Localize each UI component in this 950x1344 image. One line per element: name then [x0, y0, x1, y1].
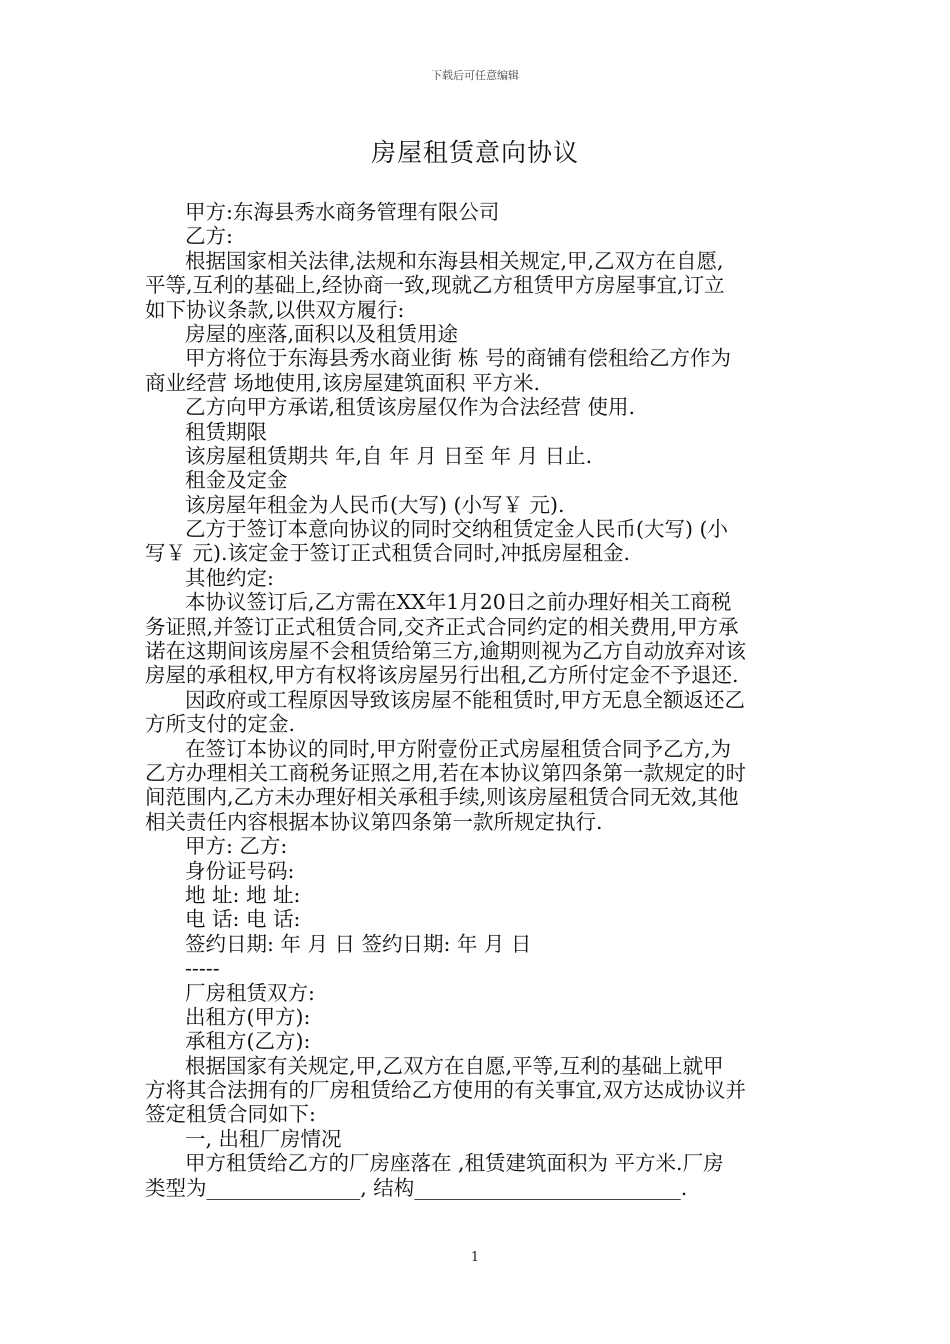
body-line: 类型为_______________, 结构__________________________. — [145, 1175, 688, 1200]
body-line: 该房屋年租金为人民币(大写) (小写￥ 元). — [185, 492, 565, 517]
body-line: 其他约定: — [185, 565, 274, 590]
body-line: 承租方(乙方): — [185, 1029, 311, 1054]
body-line: 甲方租赁给乙方的厂房座落在 ,租赁建筑面积为 平方米.厂房 — [185, 1151, 724, 1176]
page-number: 1 — [470, 1250, 480, 1265]
body-line: 根据国家相关法律,法规和东海县相关规定,甲,乙双方在自愿, — [185, 248, 724, 273]
body-line: 房屋的座落,面积以及租赁用途 — [185, 321, 459, 346]
body-line: 租金及定金 — [185, 468, 288, 493]
body-line: 因政府或工程原因导致该房屋不能租赁时,甲方无息全额返还乙 — [185, 687, 746, 712]
signature-line-id: 身份证号码: — [185, 858, 295, 883]
header-note: 下载后可任意编辑 — [431, 69, 519, 82]
section-heading: 一, 出租厂房情况 — [185, 1126, 342, 1151]
body-line: 根据国家有关规定,甲,乙双方在自愿,平等,互利的基础上就甲 — [185, 1053, 724, 1078]
section-divider: ----- — [185, 956, 220, 981]
body-line: 租赁期限 — [185, 419, 267, 444]
body-line: 该房屋租赁期共 年,自 年 月 日至 年 月 日止. — [185, 443, 593, 468]
body-line: 商业经营 场地使用,该房屋建筑面积 平方米. — [145, 370, 541, 395]
body-line: 厂房租赁双方: — [185, 980, 315, 1005]
document-body — [145, 200, 805, 1200]
signature-line-parties: 甲方: 乙方: — [185, 834, 288, 859]
body-line: 签定租赁合同如下: — [145, 1102, 316, 1127]
body-line: 乙方: — [185, 224, 233, 249]
body-line: 平等,互利的基础上,经协商一致,现就乙方租赁甲方房屋事宜,订立 — [145, 273, 725, 298]
signature-line-address: 地 址: 地 址: — [185, 882, 301, 907]
signature-line-date: 签约日期: 年 月 日 签约日期: 年 月 日 — [185, 931, 532, 956]
body-line: 房屋的承租权,甲方有权将该房屋另行出租,乙方所付定金不予退还. — [145, 663, 739, 688]
body-line: 乙方于签订本意向协议的同时交纳租赁定金人民币(大写) (小 — [185, 517, 729, 542]
body-line: 写￥ 元).该定金于签订正式租赁合同时,冲抵房屋租金. — [145, 541, 631, 566]
body-line: 甲方:东海县秀水商务管理有限公司 — [185, 200, 500, 224]
body-line: 本协议签订后,乙方需在XX年1月20日之前办理好相关工商税 — [185, 590, 732, 615]
body-line: 乙方向甲方承诺,租赁该房屋仅作为合法经营 使用. — [185, 395, 636, 420]
body-line: 务证照,并签订正式租赁合同,交齐正式合同约定的相关费用,甲方承 — [145, 614, 739, 639]
body-line: 方将其合法拥有的厂房租赁给乙方使用的有关事宜,双方达成协议并 — [145, 1078, 747, 1103]
body-line: 甲方将位于东海县秀水商业街 栋 号的商铺有偿租给乙方作为 — [185, 346, 732, 371]
body-line: 相关责任内容根据本协议第四条第一款所规定执行. — [145, 809, 603, 834]
body-line: 在签订本协议的同时,甲方附壹份正式房屋租赁合同予乙方,为 — [185, 736, 732, 761]
body-line: 出租方(甲方): — [185, 1004, 311, 1029]
signature-line-phone: 电 话: 电 话: — [185, 907, 301, 932]
body-line: 乙方办理相关工商税务证照之用,若在本协议第四条第一款规定的时 — [145, 760, 747, 785]
body-line: 如下协议条款,以供双方履行: — [145, 297, 405, 322]
body-line: 间范围内,乙方未办理好相关承租手续,则该房屋租赁合同无效,其他 — [145, 785, 739, 810]
body-line: 诺在这期间该房屋不会租赁给第三方,逾期则视为乙方自动放弃对该 — [145, 639, 747, 664]
document-title: 房屋租赁意向协议 — [370, 138, 579, 167]
body-line: 方所支付的定金. — [145, 712, 296, 737]
